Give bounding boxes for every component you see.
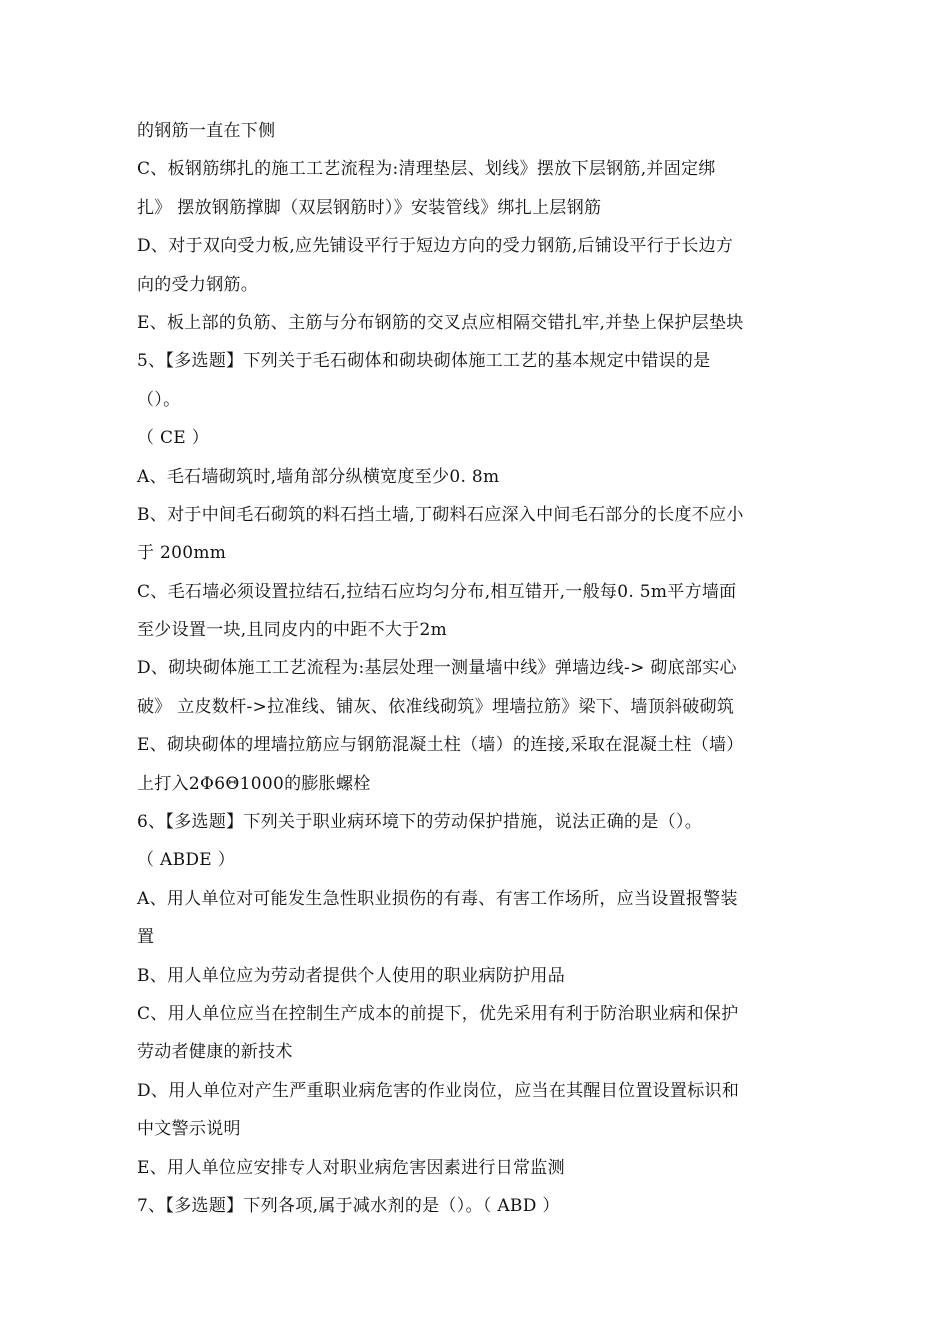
text-line: 上打入2Φ6Θ1000的膨胀螺栓	[137, 773, 371, 794]
question-heading: 5、【多选题】下列关于毛石砌体和砌块砌体施工工艺的基本规定中错误的是	[137, 351, 711, 372]
option-line: B、用人单位应为劳动者提供个人使用的职业病防护用品	[137, 965, 565, 986]
option-line: D、砌块砌体施工工艺流程为:基层处理一测量墙中线》弹墙边线-> 砌底部实心	[137, 658, 737, 679]
text-line: 中文警示说明	[137, 1119, 241, 1140]
text-line: 于 200mm	[137, 543, 227, 564]
text-line: 至少设置一块,且同皮内的中距不大于2m	[137, 620, 448, 641]
option-line: B、对于中间毛石砌筑的料石挡土墙,丁砌料石应深入中间毛石部分的长度不应小	[137, 504, 744, 525]
text-line: 的钢筋一直在下侧	[137, 121, 276, 141]
option-line: E、砌块砌体的埋墙拉筋应与钢筋混凝土柱（墙）的连接,采取在混凝土柱（墙）	[137, 735, 744, 756]
answer-key: （ ABDE ）	[137, 850, 236, 871]
text-line: 扎》 摆放钢筋撑脚（双层钢筋时）》安装管线》绑扎上层钢筋	[137, 197, 602, 218]
text-body	[137, 112, 827, 1225]
option-line: A、毛石墙砌筑时,墙角部分纵横宽度至少0. 8m	[137, 466, 500, 487]
text-line: 向的受力钢筋。	[137, 274, 259, 295]
option-line: C、用人单位应当在控制生产成本的前提下，优先采用有利于防治职业病和保护	[137, 1003, 739, 1024]
option-line: C、毛石墙必须设置拉结石,拉结石应均匀分布,相互错开,一般每0. 5m平方墙面	[137, 581, 737, 602]
text-line: C、板钢筋绑扎的施工工艺流程为:清理垫层、划线》摆放下层钢筋,并固定绑	[137, 159, 716, 180]
option-line: D、用人单位对产生严重职业病危害的作业岗位，应当在其醒目位置设置标识和	[137, 1080, 740, 1101]
text-line: 置	[137, 927, 155, 948]
answer-key: （ CE ）	[137, 428, 210, 449]
text-line: 劳动者健康的新技术	[137, 1042, 293, 1063]
option-line: A、用人单位对可能发生急性职业损伤的有毒、有害工作场所，应当设置报警装	[137, 888, 738, 909]
question-heading: 6、【多选题】下列关于职业病环境下的劳动保护措施，说法正确的是（）。	[137, 812, 703, 833]
text-line: E、板上部的负筋、主筋与分布钢筋的交叉点应相隔交错扎牢,并垫上保护层垫块	[137, 312, 744, 333]
text-line: D、对于双向受力板,应先铺设平行于短边方向的受力钢筋,后铺设平行于长边方	[137, 236, 734, 257]
question-heading: 7、【多选题】下列各项,属于减水剂的是（）。（ ABD ）	[137, 1195, 560, 1216]
option-line: E、用人单位应安排专人对职业病危害因素进行日常监测	[137, 1157, 565, 1178]
text-line: （）。	[137, 389, 181, 410]
text-line: 破》 立皮数杆->拉准线、铺灰、依准线砌筑》埋墙拉筋》梁下、墙顶斜破砌筑	[137, 696, 735, 717]
